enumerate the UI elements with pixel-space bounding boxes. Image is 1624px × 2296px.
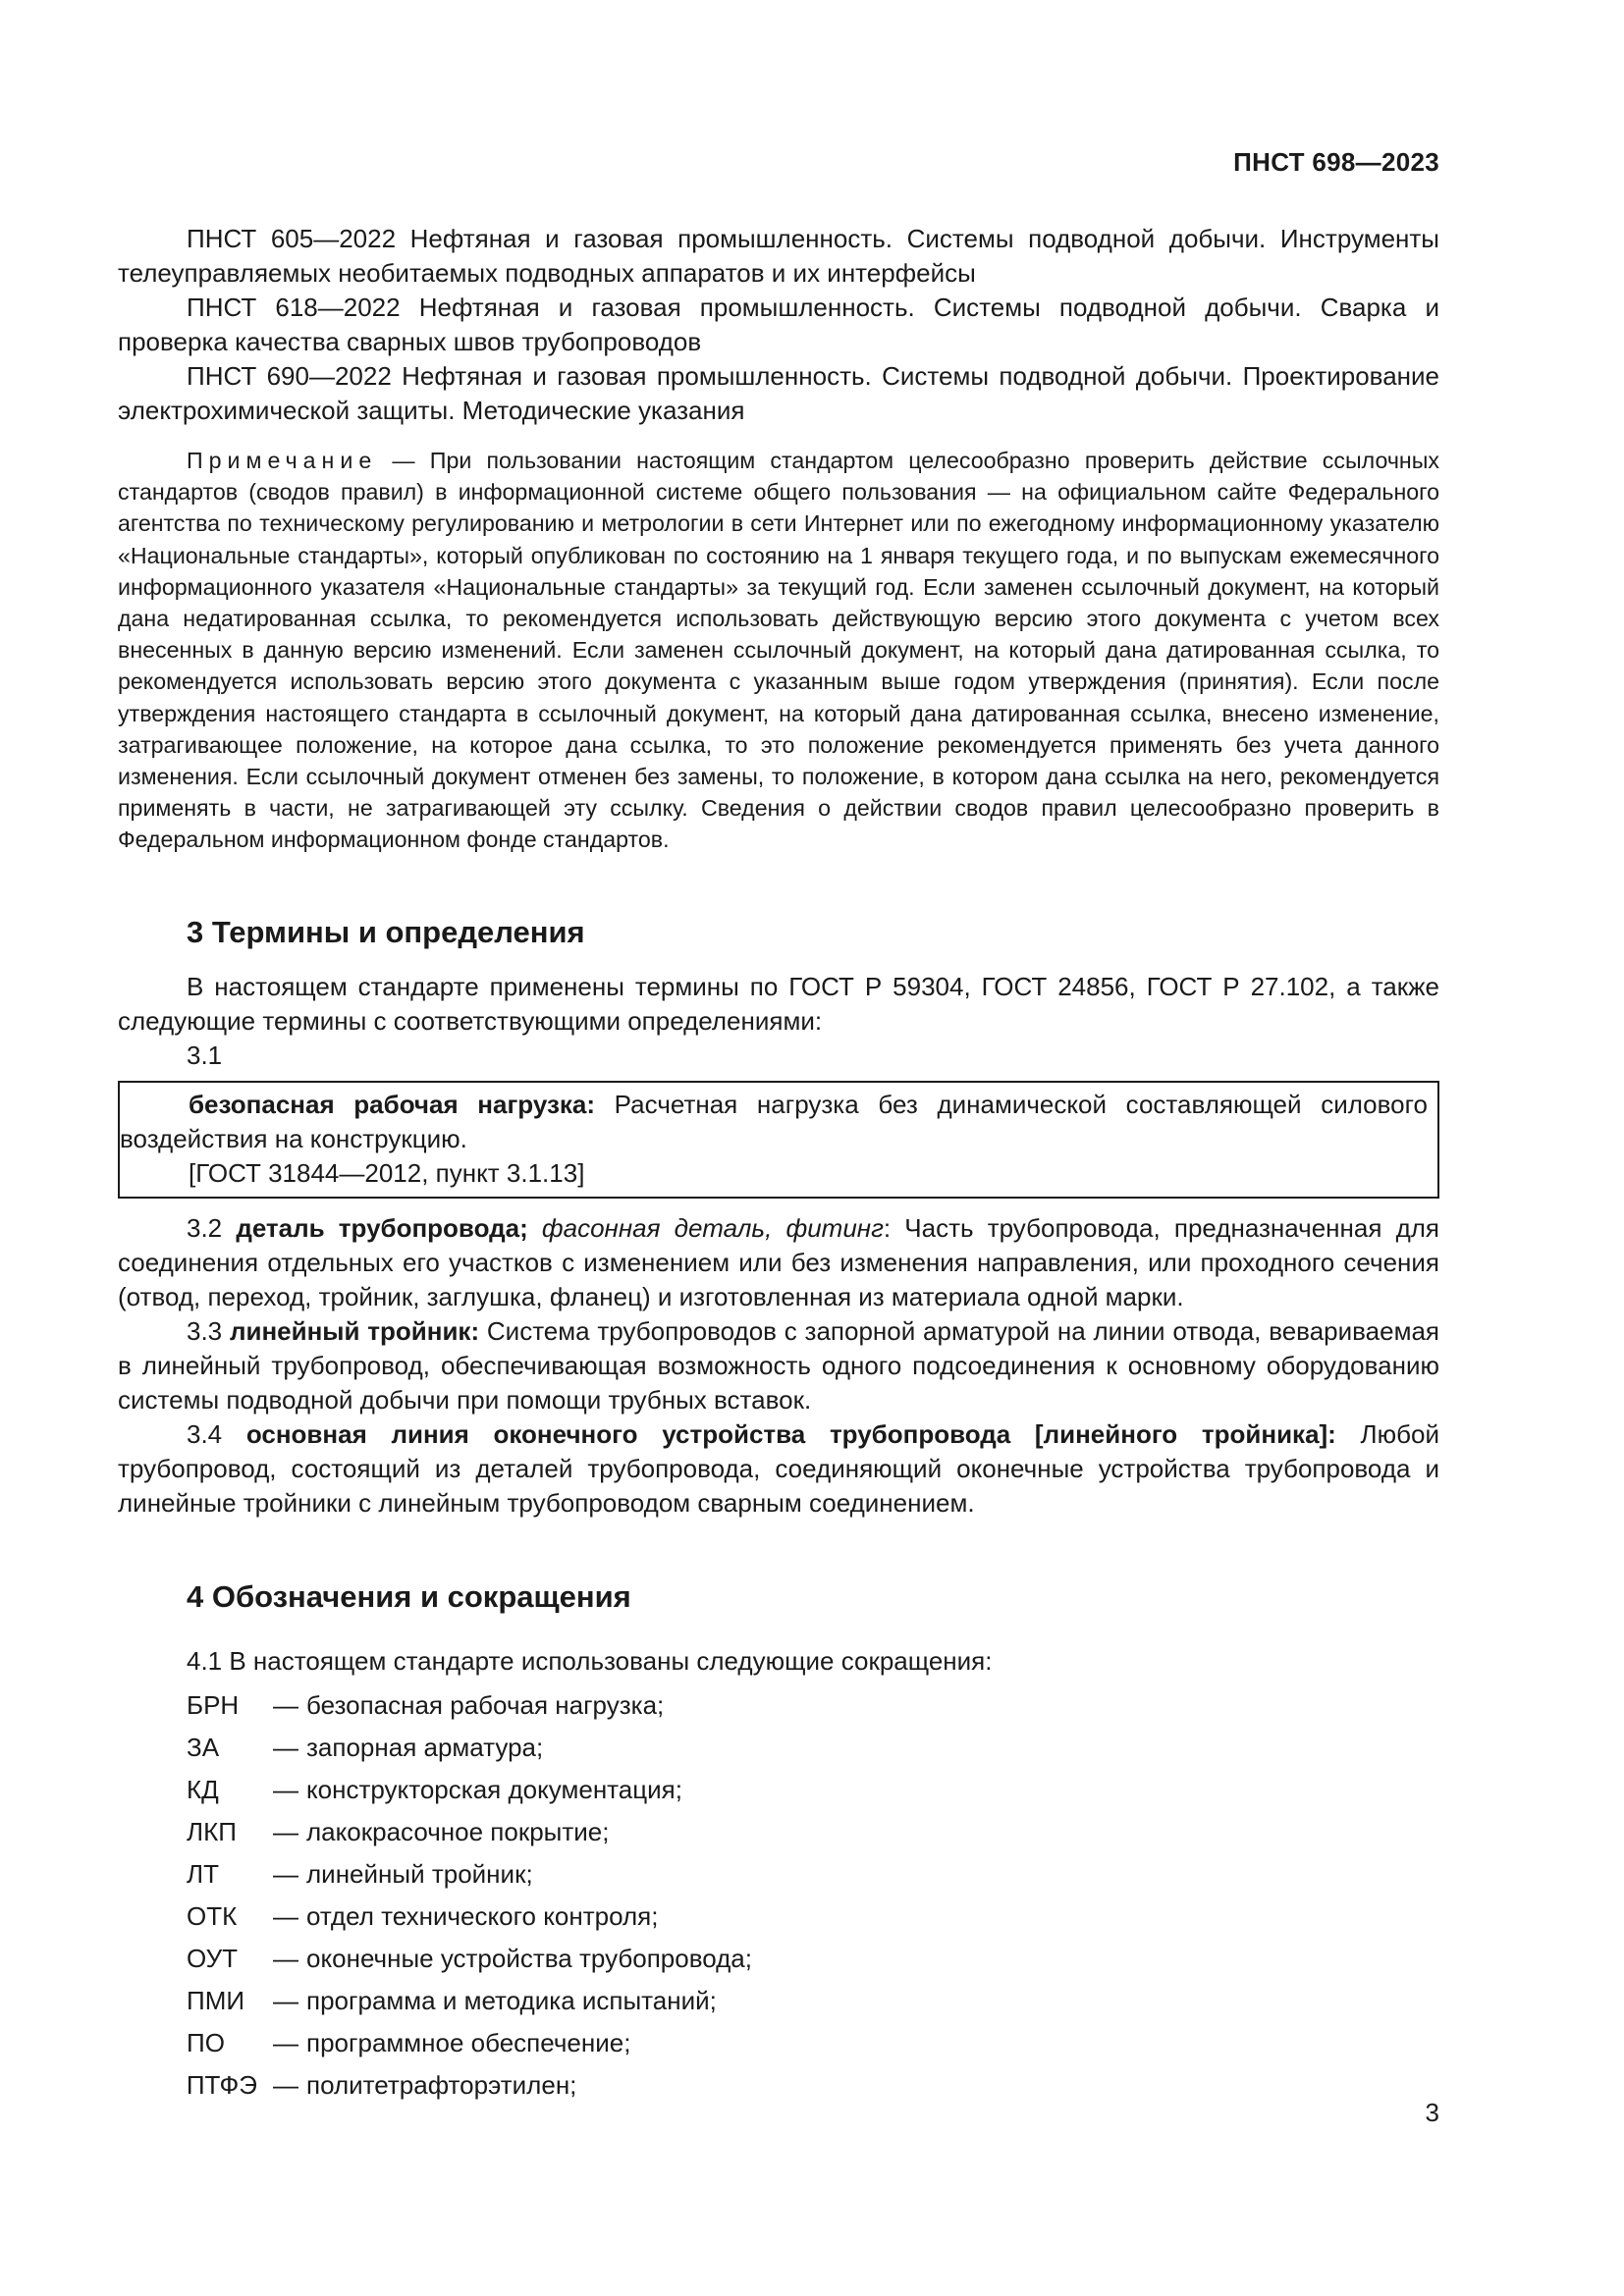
abbreviations-intro: 4.1 В настоящем стандарте использованы следующие сокращения: [187,1645,993,1676]
reference-note [118,445,1439,856]
abbreviation: ОУТ [187,1943,239,1973]
abbreviation-dash: — [273,1858,298,1889]
abbreviation-dash: — [273,1985,298,2015]
abbreviation: БРН [187,1689,240,1720]
abbreviation-definition: лакокрасочное покрытие; [306,1816,610,1846]
note-text: — При пользовании настоящим стандартом целесообразно проверить действие ссылочных стандартов (сводов правил) в информационной системе общего пользования — на официальном сайте Федерального агентства по техническому регулированию и метрологии в сети Интернет или по ежегодному информационному указателю «Национальные стандарты», который опубликован по состоянию на 1 января текущего года, и по выпускам ежемесячного информационного указателя «Национальные стандарты» за текущий год. Если заменен ссылочный документ, на который дана недатированная ссылка, то рекомендуется использовать действующую версию этого документа с учетом всех внесенных в данную версию изменений. Если заменен ссылочный документ, на который дана датированная ссылка, то рекомендуется использовать версию этого документа с указанным выше годом утверждения (принятия). Если после утверждения настоящего стандарта в ссылочный документ, на который дана датированная ссылка, внесено изменение, затрагивающее положение, на которое дана ссылка, то это положение рекомендуется применять без учета данного изменения. Если ссылочный документ отменен без замены, то положение, в котором дана ссылка на него, рекомендуется применять в части, не затрагивающей эту ссылку. Сведения о действии сводов правил целесообразно проверить в Федеральном информационном фонде стандартов. [118,448,1439,853]
abbreviation-row [118,1938,1439,1980]
term-text: : Часть трубопровода, предназначенная для соединения отдельных его участков с изменением или без изменения направления, или проходного сечения (отвод, переход, тройник, заглушка, фланец) и изготовленная из материала одной марки. [118,1212,1440,1311]
term-source: [ГОСТ 31844—2012, пункт 3.1.13] [189,1157,585,1188]
abbreviation-row [118,1769,1439,1811]
abbreviation: ПМИ [187,1985,245,2015]
terms-intro: В настоящем стандарте применены термины по ГОСТ Р 59304, ГОСТ 24856, ГОСТ Р 27.102, а также следующие термины с соответствующими определениями: [118,971,1439,1036]
term-text: Система трубопроводов с запорной арматурой на линии отвода, вевариваемая в линейный трубопровод, обеспечивающая возможность одного подсоединения к основному оборудованию системы подводной добычи при помощи трубных вставок. [118,1315,1439,1415]
term-definition [118,1211,1439,1314]
abbreviation-definition: запорная арматура; [306,1732,544,1762]
abbreviation-dash: — [273,1900,298,1931]
abbreviation-row [118,1811,1439,1853]
term-text: Любой трубопровод, состоящий из деталей трубопровода, соединяющий оконечные устройства трубопровода и линейные тройники с линейным трубопроводом сварным соединением. [118,1418,1439,1518]
abbreviation: ЛТ [187,1858,219,1889]
abbreviation-list [118,1684,1439,2107]
term-synonyms: фасонная деталь, фитинг [527,1212,884,1243]
abbreviation-row [118,1853,1439,1896]
abbreviation-dash: — [273,2069,298,2100]
term-name: деталь трубопровода; [236,1212,528,1243]
abbreviation-dash: — [273,2027,298,2057]
term-text: Расчетная нагрузка без динамической составляющей силового воздействия на конструкцию. [120,1089,1428,1153]
term-name: линейный тройник: [229,1315,480,1346]
term-number: 3.1 [187,1040,223,1070]
term-number: 3.2 [187,1212,237,1243]
abbreviation-dash: — [273,1943,298,1973]
page-number: 3 [1425,2098,1439,2127]
term-definition [118,1417,1439,1521]
abbreviation-definition: программное обеспечение; [306,2027,631,2057]
reference-list [118,222,1439,428]
section-heading-terms: 3 Термины и определения [187,914,585,949]
reference-item: ПНСТ 605—2022 Нефтяная и газовая промышленность. Системы подводной добычи. Инструменты телеуправляемых необитаемых подводных аппаратов и их интерфейсы [118,224,1439,288]
abbreviation: КД [187,1774,219,1804]
abbreviation-row [118,1727,1439,1769]
term-number: 3.3 [187,1315,230,1346]
term-definition [118,1314,1439,1417]
abbreviation-dash: — [273,1689,298,1720]
abbreviation-definition: программа и методика испытаний; [306,1985,717,2015]
abbreviation-row [118,2064,1439,2107]
section-heading-abbreviations: 4 Обозначения и сокращения [187,1578,631,1614]
abbreviation-definition: линейный тройник; [306,1858,533,1889]
abbreviation-definition: отдел технического контроля; [306,1900,659,1931]
abbreviation-definition: безопасная рабочая нагрузка; [306,1689,665,1720]
abbreviation: ПО [187,2027,225,2057]
abbreviation-row [118,1980,1439,2022]
abbreviation-definition: конструкторская документация; [306,1774,682,1804]
abbreviation-row [118,1684,1439,1727]
abbreviation-dash: — [273,1774,298,1804]
note-label: Примечание [187,448,378,473]
abbreviation: ПТФЭ [186,2069,257,2100]
reference-item: ПНСТ 690—2022 Нефтяная и газовая промышленность. Системы подводной добычи. Проектирование электрохимической защиты. Методические указания [118,361,1439,425]
abbreviation: ЛКП [187,1816,237,1846]
term-name: безопасная рабочая нагрузка: [189,1089,596,1119]
abbreviation: ОТК [187,1900,238,1931]
abbreviation-row [118,1896,1439,1938]
term-definition-box [118,1081,1439,1199]
reference-item: ПНСТ 618—2022 Нефтяная и газовая промышленность. Системы подводной добычи. Сварка и проверка качества сварных швов трубопроводов [118,293,1439,356]
abbreviation: ЗА [187,1732,220,1762]
abbreviation-dash: — [273,1732,298,1762]
abbreviation-definition: политетрафторэтилен; [306,2069,577,2100]
term-name: основная линия оконечного устройства трубопровода [линейного тройника]: [245,1418,1336,1449]
abbreviation-dash: — [273,1816,298,1846]
page-content [118,222,1439,2107]
document-code: ПНСТ 698—2023 [1233,147,1439,177]
term-number: 3.4 [187,1418,246,1449]
abbreviation-row [118,2022,1439,2064]
abbreviation-definition: оконечные устройства трубопровода; [306,1943,752,1973]
term-definition [120,1088,1428,1156]
